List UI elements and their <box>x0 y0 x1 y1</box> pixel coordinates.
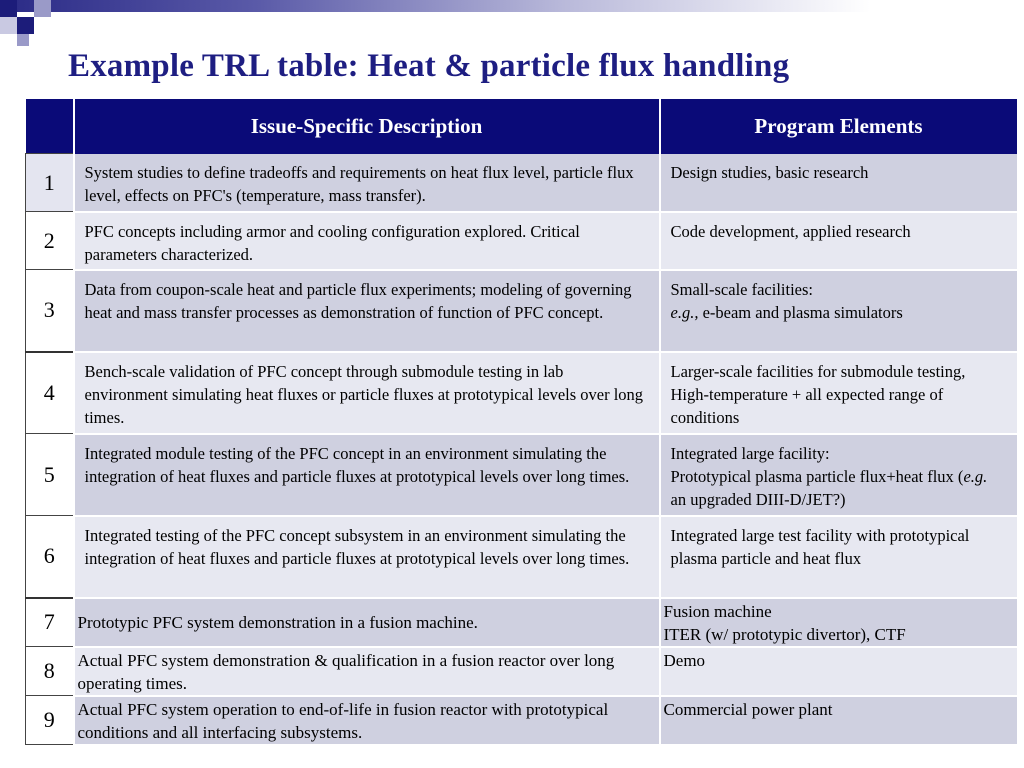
decorative-square <box>0 0 17 17</box>
table-row <box>26 696 1017 745</box>
trl-level: 3 <box>26 270 74 352</box>
table-row <box>26 516 1017 598</box>
slide-title: Example TRL table: Heat & particle flux handling <box>68 48 790 84</box>
decorative-square <box>17 17 34 34</box>
table-row <box>26 270 1017 352</box>
program-line: an upgraded DIII-D/JET?) <box>670 489 846 509</box>
header-description: Issue-Specific Description <box>74 99 660 154</box>
row-program: Design studies, basic research <box>660 154 1017 212</box>
row-description: Actual PFC system demonstration & qualification in a fusion reactor over long operating times. <box>74 647 660 696</box>
row-program <box>660 598 1017 647</box>
trl-level: 9 <box>26 696 74 745</box>
program-line: Integrated large facility: <box>670 443 830 463</box>
trl-level: 2 <box>26 212 74 270</box>
row-program <box>660 434 1017 516</box>
program-line: Small-scale facilities: <box>670 279 813 299</box>
row-program: Commercial power plant <box>660 696 1017 745</box>
trl-level: 8 <box>26 647 74 696</box>
table-row <box>26 212 1017 270</box>
table-row <box>26 352 1017 434</box>
table-row <box>26 598 1017 647</box>
program-emphasis: e.g., <box>670 302 699 322</box>
row-program: Larger-scale facilities for submodule testing, High-temperature + all expected range of conditions <box>660 352 1017 434</box>
row-description: Bench-scale validation of PFC concept through submodule testing in lab environment simulating heat fluxes or particle fluxes at prototypical levels over long times. <box>74 352 660 434</box>
trl-level: 4 <box>26 352 74 434</box>
table-row <box>26 647 1017 696</box>
program-emphasis: e.g. <box>963 466 988 486</box>
row-description: Data from coupon-scale heat and particle flux experiments; modeling of governing heat and mass transfer processes as demonstration of function of PFC concept. <box>74 270 660 352</box>
row-program: Demo <box>660 647 1017 696</box>
row-description: Integrated testing of the PFC concept subsystem in an environment simulating the integration of heat fluxes and particle fluxes at prototypical levels over long times. <box>74 516 660 598</box>
row-description: Prototypic PFC system demonstration in a fusion machine. <box>74 598 660 647</box>
decorative-square <box>0 17 17 34</box>
header-program-elements: Program Elements <box>660 99 1017 154</box>
header-mask <box>0 12 1024 42</box>
program-line: Prototypical plasma particle flux+heat flux ( <box>670 466 964 486</box>
header-corner-cell <box>26 99 74 154</box>
decorative-square <box>34 0 51 17</box>
trl-level: 1 <box>26 154 74 212</box>
table-header-row <box>26 99 1017 154</box>
row-description: Integrated module testing of the PFC concept in an environment simulating the integration of heat fluxes and particle fluxes at prototypical levels over long times. <box>74 434 660 516</box>
table-row <box>26 154 1017 212</box>
program-line: ITER (w/ prototypic divertor), CTF <box>663 624 906 644</box>
row-description: Actual PFC system operation to end-of-life in fusion reactor with prototypical conditions and all interfacing subsystems. <box>74 696 660 745</box>
trl-level: 6 <box>26 516 74 598</box>
trl-level: 5 <box>26 434 74 516</box>
trl-table <box>25 99 1017 746</box>
decorative-square <box>17 34 29 46</box>
trl-level: 7 <box>26 598 74 647</box>
program-line: Fusion machine <box>663 601 772 621</box>
row-description: System studies to define tradeoffs and requirements on heat flux level, particle flux level, effects on PFC's (temperature, mass transfer). <box>74 154 660 212</box>
program-line: e-beam and plasma simulators <box>698 302 903 322</box>
table-row <box>26 434 1017 516</box>
row-program <box>660 270 1017 352</box>
row-program: Code development, applied research <box>660 212 1017 270</box>
row-program: Integrated large test facility with prototypical plasma particle and heat flux <box>660 516 1017 598</box>
row-description: PFC concepts including armor and cooling configuration explored. Critical parameters characterized. <box>74 212 660 270</box>
